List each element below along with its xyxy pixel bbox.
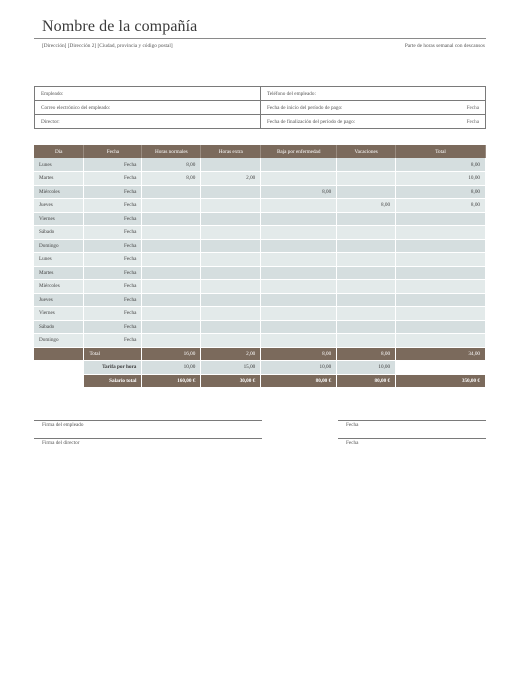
cell-date[interactable]: Fecha (84, 320, 142, 334)
director-signature-line[interactable] (34, 438, 262, 439)
cell-total[interactable] (396, 334, 486, 348)
header-regular-hours: Horas normales (142, 145, 201, 158)
cell-overtime[interactable] (201, 280, 261, 294)
salary-blank (34, 374, 84, 388)
cell-total[interactable] (396, 320, 486, 334)
cell-regular-hours[interactable]: 8,00 (142, 172, 201, 186)
cell-vacation[interactable] (337, 280, 396, 294)
cell-sick-leave[interactable] (261, 212, 337, 226)
cell-vacation[interactable] (337, 226, 396, 240)
totals-label: Total (84, 347, 142, 361)
employee-date-line[interactable] (338, 420, 486, 421)
header-total: Total (396, 145, 486, 158)
pay-period-start-label: Fecha de inicio del período de pago: (267, 104, 343, 111)
cell-vacation[interactable] (337, 185, 396, 199)
rate-vacation[interactable]: 10,00 (337, 361, 396, 375)
cell-overtime[interactable] (201, 253, 261, 267)
cell-date[interactable]: Fecha (84, 307, 142, 321)
cell-total[interactable] (396, 253, 486, 267)
cell-vacation[interactable]: 8,00 (337, 199, 396, 213)
cell-regular-hours[interactable] (142, 293, 201, 307)
cell-regular-hours[interactable] (142, 266, 201, 280)
cell-vacation[interactable] (337, 172, 396, 186)
cell-total[interactable] (396, 280, 486, 294)
cell-overtime[interactable] (201, 307, 261, 321)
cell-day: Jueves (34, 199, 84, 213)
cell-total[interactable] (396, 212, 486, 226)
cell-date[interactable]: Fecha (84, 212, 142, 226)
cell-total[interactable] (396, 293, 486, 307)
total-vacation: 8,00 (337, 347, 396, 361)
cell-vacation[interactable] (337, 212, 396, 226)
cell-total[interactable]: 10,00 (396, 172, 486, 186)
cell-date[interactable]: Fecha (84, 199, 142, 213)
cell-overtime[interactable]: 2,00 (201, 172, 261, 186)
cell-vacation[interactable] (337, 334, 396, 348)
employee-email-label: Correo electrónico del empleado: (41, 104, 111, 111)
cell-overtime[interactable] (201, 320, 261, 334)
cell-regular-hours[interactable] (142, 320, 201, 334)
cell-vacation[interactable] (337, 307, 396, 321)
director-date-label: Fecha (346, 440, 359, 446)
cell-sick-leave[interactable] (261, 280, 337, 294)
cell-vacation[interactable] (337, 320, 396, 334)
cell-overtime[interactable] (201, 266, 261, 280)
header-overtime: Horas extra (201, 145, 261, 158)
pay-period-end-field[interactable] (261, 115, 486, 129)
header-sick-leave: Baja por enfermedad (261, 145, 337, 158)
totals-blank (34, 347, 84, 361)
salary-regular: 160,00 € (142, 374, 201, 388)
header-day: Día (34, 145, 84, 158)
cell-day: Domingo (34, 239, 84, 253)
header-vacation: Vacaciones (337, 145, 396, 158)
total-regular: 16,00 (142, 347, 201, 361)
rate-regular[interactable]: 10,00 (142, 361, 201, 375)
cell-total[interactable] (396, 239, 486, 253)
cell-total[interactable] (396, 226, 486, 240)
cell-regular-hours[interactable] (142, 253, 201, 267)
salary-total: 350,00 € (396, 374, 486, 388)
cell-total[interactable]: 8,00 (396, 185, 486, 199)
cell-date[interactable]: Fecha (84, 172, 142, 186)
cell-sick-leave[interactable] (261, 266, 337, 280)
company-address: [Dirección] [Dirección 2] [Ciudad, provincia y código postal] (42, 43, 173, 49)
cell-day: Sábado (34, 226, 84, 240)
cell-regular-hours[interactable]: 8,00 (142, 158, 201, 172)
cell-regular-hours[interactable] (142, 307, 201, 321)
timesheet-row (34, 172, 486, 186)
cell-overtime[interactable] (201, 185, 261, 199)
cell-overtime[interactable] (201, 239, 261, 253)
timesheet-row (34, 158, 486, 172)
timesheet-row (34, 320, 486, 334)
cell-day: Miércoles (34, 185, 84, 199)
cell-total[interactable] (396, 266, 486, 280)
cell-regular-hours[interactable] (142, 280, 201, 294)
cell-overtime[interactable] (201, 226, 261, 240)
cell-date[interactable]: Fecha (84, 239, 142, 253)
employee-phone-label: Teléfono del empleado: (267, 90, 316, 97)
cell-sick-leave[interactable]: 8,00 (261, 185, 337, 199)
cell-date[interactable]: Fecha (84, 158, 142, 172)
timesheet-row (34, 199, 486, 213)
rate-overtime[interactable]: 15,00 (201, 361, 261, 375)
cell-day: Lunes (34, 158, 84, 172)
cell-vacation[interactable] (337, 158, 396, 172)
cell-overtime[interactable] (201, 334, 261, 348)
timesheet-row (34, 307, 486, 321)
cell-date[interactable]: Fecha (84, 185, 142, 199)
salary-vacation: 80,00 € (337, 374, 396, 388)
cell-regular-hours[interactable] (142, 334, 201, 348)
salary-label: Salario total (84, 374, 142, 388)
total-sick: 8,00 (261, 347, 337, 361)
cell-day: Viernes (34, 307, 84, 321)
cell-total[interactable]: 8,00 (396, 199, 486, 213)
employee-signature-label: Firma del empleado (42, 422, 84, 428)
cell-sick-leave[interactable] (261, 226, 337, 240)
pay-period-end-value: Fecha (466, 118, 479, 125)
timesheet-row (34, 212, 486, 226)
cell-sick-leave[interactable] (261, 253, 337, 267)
cell-regular-hours[interactable] (142, 239, 201, 253)
cell-day: Domingo (34, 334, 84, 348)
director-signature-label: Firma del director (42, 440, 80, 446)
cell-date[interactable]: Fecha (84, 280, 142, 294)
hourly-rate-row (34, 361, 486, 375)
timesheet-row (34, 293, 486, 307)
cell-date[interactable]: Fecha (84, 226, 142, 240)
cell-day: Martes (34, 266, 84, 280)
timesheet-row (34, 280, 486, 294)
employee-phone-field[interactable] (261, 87, 486, 101)
pay-period-end-label: Fecha de finalización del período de pago: (267, 118, 356, 125)
timesheet-row (34, 266, 486, 280)
rate-blank (34, 361, 84, 375)
director-date-line[interactable] (338, 438, 486, 439)
timesheet-row (34, 226, 486, 240)
cell-vacation[interactable] (337, 266, 396, 280)
cell-day: Martes (34, 172, 84, 186)
cell-sick-leave[interactable] (261, 239, 337, 253)
timesheet-row (34, 185, 486, 199)
cell-sick-leave[interactable] (261, 334, 337, 348)
cell-overtime[interactable] (201, 158, 261, 172)
cell-date[interactable]: Fecha (84, 293, 142, 307)
cell-day: Jueves (34, 293, 84, 307)
cell-sick-leave[interactable] (261, 199, 337, 213)
cell-sick-leave[interactable] (261, 320, 337, 334)
cell-regular-hours[interactable] (142, 212, 201, 226)
totals-row (34, 347, 486, 361)
pay-period-start-value: Fecha (466, 104, 479, 111)
timesheet-row (34, 239, 486, 253)
cell-vacation[interactable] (337, 253, 396, 267)
cell-sick-leave[interactable] (261, 158, 337, 172)
rate-label: Tarifa por hora (84, 361, 142, 375)
total-overtime: 2,00 (201, 347, 261, 361)
cell-day: Viernes (34, 212, 84, 226)
cell-overtime[interactable] (201, 293, 261, 307)
director-label: Director: (41, 118, 60, 125)
cell-regular-hours[interactable] (142, 185, 201, 199)
cell-total[interactable]: 8,00 (396, 158, 486, 172)
cell-total[interactable] (396, 307, 486, 321)
timesheet-row (34, 334, 486, 348)
company-name: Nombre de la compañía (42, 18, 198, 35)
header-divider (34, 38, 486, 39)
director-field[interactable] (35, 115, 261, 129)
cell-date[interactable]: Fecha (84, 334, 142, 348)
cell-day: Miércoles (34, 280, 84, 294)
document-title: Parte de horas semanal con descansos (404, 43, 485, 49)
cell-sick-leave[interactable] (261, 172, 337, 186)
employee-signature-line[interactable] (34, 420, 262, 421)
timesheet-table (34, 145, 486, 388)
total-salary-row (34, 374, 486, 388)
cell-regular-hours[interactable] (142, 226, 201, 240)
cell-vacation[interactable] (337, 293, 396, 307)
cell-day: Lunes (34, 253, 84, 267)
cell-date[interactable]: Fecha (84, 266, 142, 280)
employee-date-label: Fecha (346, 422, 359, 428)
cell-vacation[interactable] (337, 239, 396, 253)
cell-sick-leave[interactable] (261, 307, 337, 321)
cell-day: Sábado (34, 320, 84, 334)
cell-overtime[interactable] (201, 199, 261, 213)
cell-overtime[interactable] (201, 212, 261, 226)
timesheet-header-row (34, 145, 486, 158)
rate-total-blank (396, 361, 486, 375)
cell-date[interactable]: Fecha (84, 253, 142, 267)
cell-regular-hours[interactable] (142, 199, 201, 213)
employee-info-table (34, 86, 486, 129)
header-date: Fecha (84, 145, 142, 158)
timesheet-row (34, 253, 486, 267)
employee-email-field[interactable] (35, 101, 261, 115)
employee-label: Empleado: (41, 90, 64, 97)
pay-period-start-field[interactable] (261, 101, 486, 115)
cell-sick-leave[interactable] (261, 293, 337, 307)
rate-sick[interactable]: 10,00 (261, 361, 337, 375)
total-total: 34,00 (396, 347, 486, 361)
employee-field[interactable] (35, 87, 261, 101)
salary-overtime: 30,00 € (201, 374, 261, 388)
salary-sick: 80,00 € (261, 374, 337, 388)
